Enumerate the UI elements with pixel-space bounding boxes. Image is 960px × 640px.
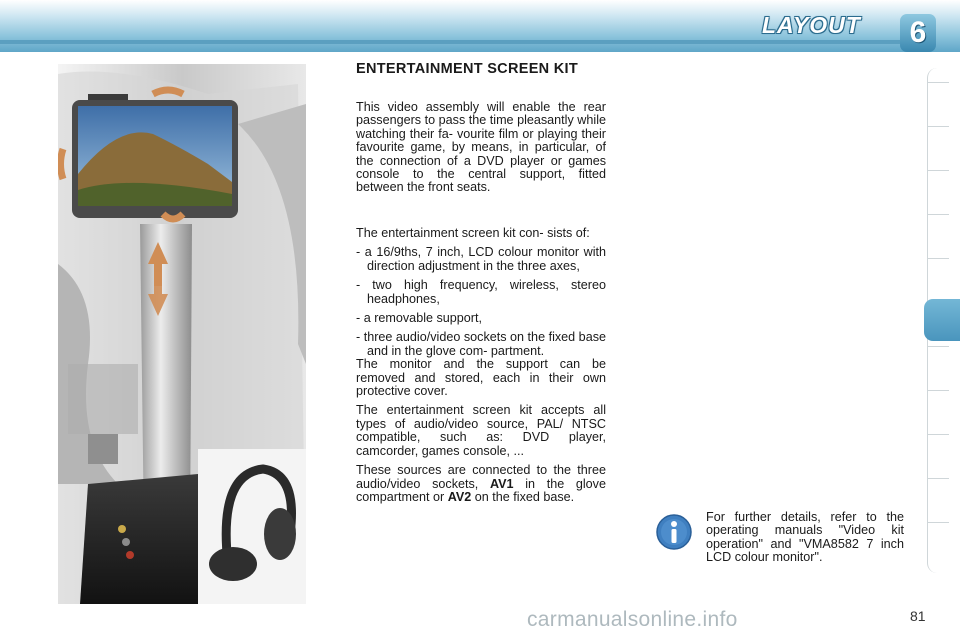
- tab-divider: [928, 434, 949, 435]
- tab-divider: [928, 82, 949, 83]
- tab-divider: [928, 390, 949, 391]
- header-rule: [0, 40, 900, 44]
- page-number: 81: [910, 608, 926, 624]
- tab-divider: [928, 170, 949, 171]
- removal-paragraph: The monitor and the support can be removed and stored, each in their own protective cover.: [356, 357, 606, 399]
- list-item: - two high frequency, wireless, stereo headphones,: [356, 278, 606, 306]
- connection-text-mid: in the glove compartment or: [356, 476, 606, 504]
- list-item: - a removable support,: [356, 311, 482, 326]
- list-item: - a 16/9ths, 7 inch, LCD colour monitor with direction adjustment in the three axes,: [356, 245, 606, 273]
- tab-divider: [928, 346, 949, 347]
- tab-divider: [928, 258, 949, 259]
- tab-divider: [928, 214, 949, 215]
- chapter-number-badge: 6: [900, 14, 936, 52]
- connection-paragraph: [356, 464, 606, 504]
- entertainment-kit-illustration: [58, 64, 306, 604]
- car-interior-drawing: [58, 64, 306, 604]
- chapter-tab-active[interactable]: [924, 299, 960, 341]
- section-heading: ENTERTAINMENT SCREEN KIT: [356, 61, 579, 77]
- tab-divider: [928, 126, 949, 127]
- av2-label: AV2: [447, 489, 472, 504]
- section-body-continued: [356, 227, 606, 510]
- connection-text-start: These sources are connected to the three audio/video sockets,: [356, 463, 606, 491]
- chapter-title: LAYOUT: [762, 12, 861, 38]
- section-body: [356, 101, 606, 201]
- consists-intro: The entertainment screen kit con- sists of:: [356, 226, 590, 240]
- watermark: carmanualsonline.info: [527, 608, 738, 631]
- av1-label: AV1: [489, 476, 514, 491]
- sources-paragraph: The entertainment screen kit accepts all types of audio/video source, PAL/ NTSC compatible, such as: DVD player, camcorder, games console, ...: [356, 403, 606, 458]
- list-item: - three audio/video sockets on the fixed base and in the glove com- partment.: [356, 330, 606, 358]
- tab-divider: [928, 478, 949, 479]
- tab-divider: [928, 522, 949, 523]
- info-icon: [656, 514, 692, 550]
- info-note-text: For further details, refer to the operating manuals "Video kit operation" and "VMA8582 7 inch LCD colour monitor".: [706, 510, 904, 565]
- intro-paragraph: This video assembly will enable the rear passengers to pass the time pleasantly while watching their fa- vourite film or playing their favourite game, by means, in particular, of the connection of a DVD player or games console to the central support, fitted between the front seats.: [356, 100, 606, 195]
- connection-text-end: on the fixed base.: [471, 489, 575, 504]
